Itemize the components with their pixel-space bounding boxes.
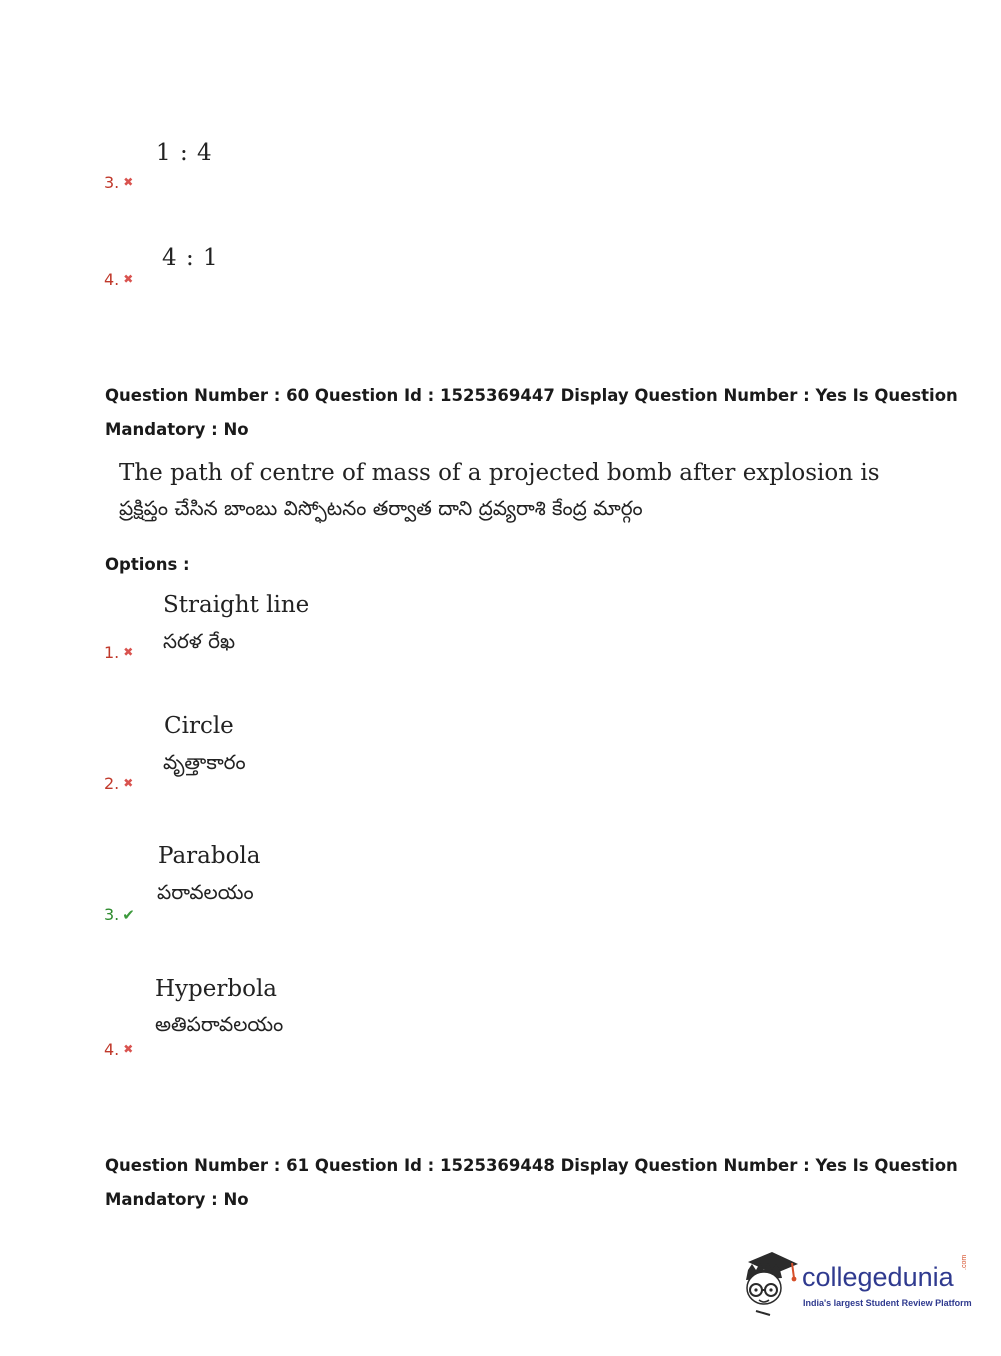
cross-icon: ✖	[123, 776, 134, 790]
prev-option-3	[104, 173, 133, 192]
question-60-text-en: The path of centre of mass of a projected bomb after explosion is	[119, 460, 880, 486]
option-number: 3.	[104, 905, 120, 924]
logo-tagline: India's largest Student Review Platform	[803, 1298, 972, 1308]
cross-icon: ✖	[123, 645, 134, 659]
option-1-text-en: Straight line	[163, 592, 310, 618]
option-number: 2.	[104, 774, 120, 793]
prev-option-4-value: 4 : 1	[162, 245, 219, 271]
option-number: 4.	[104, 270, 120, 289]
option-number: 1.	[104, 643, 120, 662]
check-icon: ✔	[122, 906, 135, 924]
option-3-text-te: పరావలయం	[157, 880, 254, 904]
mascot-icon	[742, 1248, 802, 1320]
option-1-text-te: సరళ రేఖ	[163, 629, 236, 653]
collegedunia-logo	[742, 1248, 972, 1320]
option-3-text-en: Parabola	[158, 843, 261, 869]
question-60-header-line2: Mandatory : No	[105, 420, 249, 439]
option-4-text-en: Hyperbola	[155, 976, 278, 1002]
option-4-text-te: అతిపరావలయం	[155, 1012, 284, 1036]
option-3	[104, 905, 135, 924]
option-number: 3.	[104, 173, 120, 192]
options-label: Options :	[105, 555, 190, 574]
prev-option-3-value: 1 : 4	[156, 140, 213, 166]
question-60-header-line1: Question Number : 60 Question Id : 1525369447 Display Question Number : Yes Is Question	[105, 386, 958, 405]
cross-icon: ✖	[123, 272, 134, 286]
logo-wordmark: collegedunia	[802, 1262, 954, 1292]
option-1	[104, 643, 133, 662]
question-60-text-te: ప్రక్షిప్తం చేసిన బాంబు విస్ఫోటనం తర్వాత దాని ద్రవ్యరాశి కేంద్ర మార్గం	[119, 496, 643, 520]
cross-icon: ✖	[123, 175, 134, 189]
option-4	[104, 1040, 133, 1059]
option-number: 4.	[104, 1040, 120, 1059]
option-2-text-en: Circle	[164, 713, 234, 739]
cross-icon: ✖	[123, 1042, 134, 1056]
option-2-text-te: వృత్తాకారం	[163, 750, 246, 774]
question-61-header-line2: Mandatory : No	[105, 1190, 249, 1209]
question-61-header-line1: Question Number : 61 Question Id : 1525369448 Display Question Number : Yes Is Question	[105, 1156, 958, 1175]
option-2	[104, 774, 133, 793]
logo-dotcom: .com	[961, 1254, 968, 1270]
prev-option-4	[104, 270, 133, 289]
